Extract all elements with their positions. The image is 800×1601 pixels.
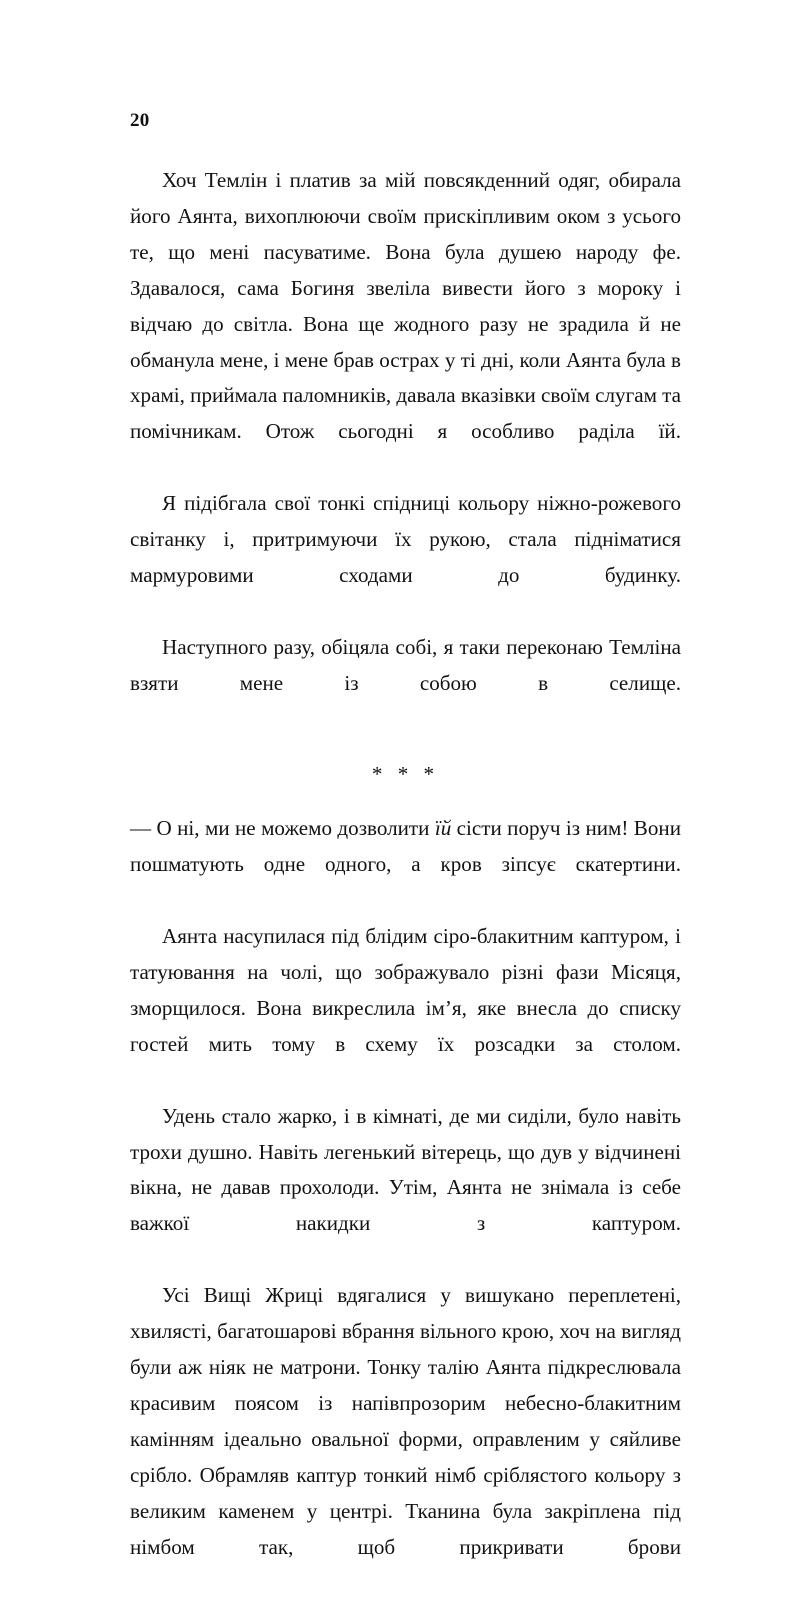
scene-separator: * * * xyxy=(371,761,440,786)
page-text-block xyxy=(130,163,681,1601)
page-number: 20 xyxy=(130,110,150,131)
paragraph-7: Усі Вищі Жриці вдягалися у вишукано переплетені, хвилясті, багатошарові вбрання вільного крою, хоч на вигляд були аж ніяк не матрони. Тонку талію Аянта підкреслювала красивим поясом із напівпрозорим небесно-блакитним камінням ідеально овальної форми, оправленим у сяйливе срібло. Обрамляв каптур тонкий німб сріблястого кольору з великим каменем у центрі. Тканина була закріплена під німбом так, щоб прикривати брови xyxy=(130,1283,681,1559)
dialogue-text-after-emphasis: сісти поруч із ним! Вони пошматують одне одного, а кров зіпсує скатертини. xyxy=(130,816,681,877)
emphasized-pronoun: їй xyxy=(434,816,452,841)
paragraph-6: Удень стало жарко, і в кімнаті, де ми сиділи, було навіть трохи душно. Навіть легенький вітерець, що дув у відчинені вікна, не давав прохолоди. Утім, Аянта не знімала із себе важкої накидки з каптуром. xyxy=(130,1103,681,1236)
paragraph-3: Наступного разу, обіцяла собі, я таки переконаю Темліна взяти мене із собою в селище. xyxy=(130,634,681,695)
paragraph-5: Аянта насупилася під блідим сіро-блакитним каптуром, і татуювання на чолі, що зображувало різні фази Місяця, зморщилося. Вона викреслила ім’я, яке внесла до списку гостей мить тому в схему їх розсадки за столом. xyxy=(130,924,681,1056)
paragraph-4-dialogue xyxy=(130,811,681,919)
paragraph-2: Я підібгала свої тонкі спідниці кольору ніжно-рожевого світанку і, притримуючи їх рукою, стала підніматися мармуровими сходами до будинку. xyxy=(130,491,681,587)
dialogue-text-before-emphasis: — О ні, ми не можемо дозволити xyxy=(130,816,435,841)
paragraph-1: Хоч Темлін і платив за мій повсякденний одяг, обирала його Аянта, вихоплюючи своїм прискіпливим оком з усього те, що мені пасуватиме. Вона була душею народу фе. Здавалося, сама Богиня звеліла вивести його з мороку і відчаю до світла. Вона ще жодного разу не зрадила й не обманула мене, і мене брав острах у ті дні, коли Аянта була в храмі, приймала паломників, давала вказівки своїм слугам та помічникам. Отож сьогодні я особливо раділа їй. xyxy=(130,168,681,444)
